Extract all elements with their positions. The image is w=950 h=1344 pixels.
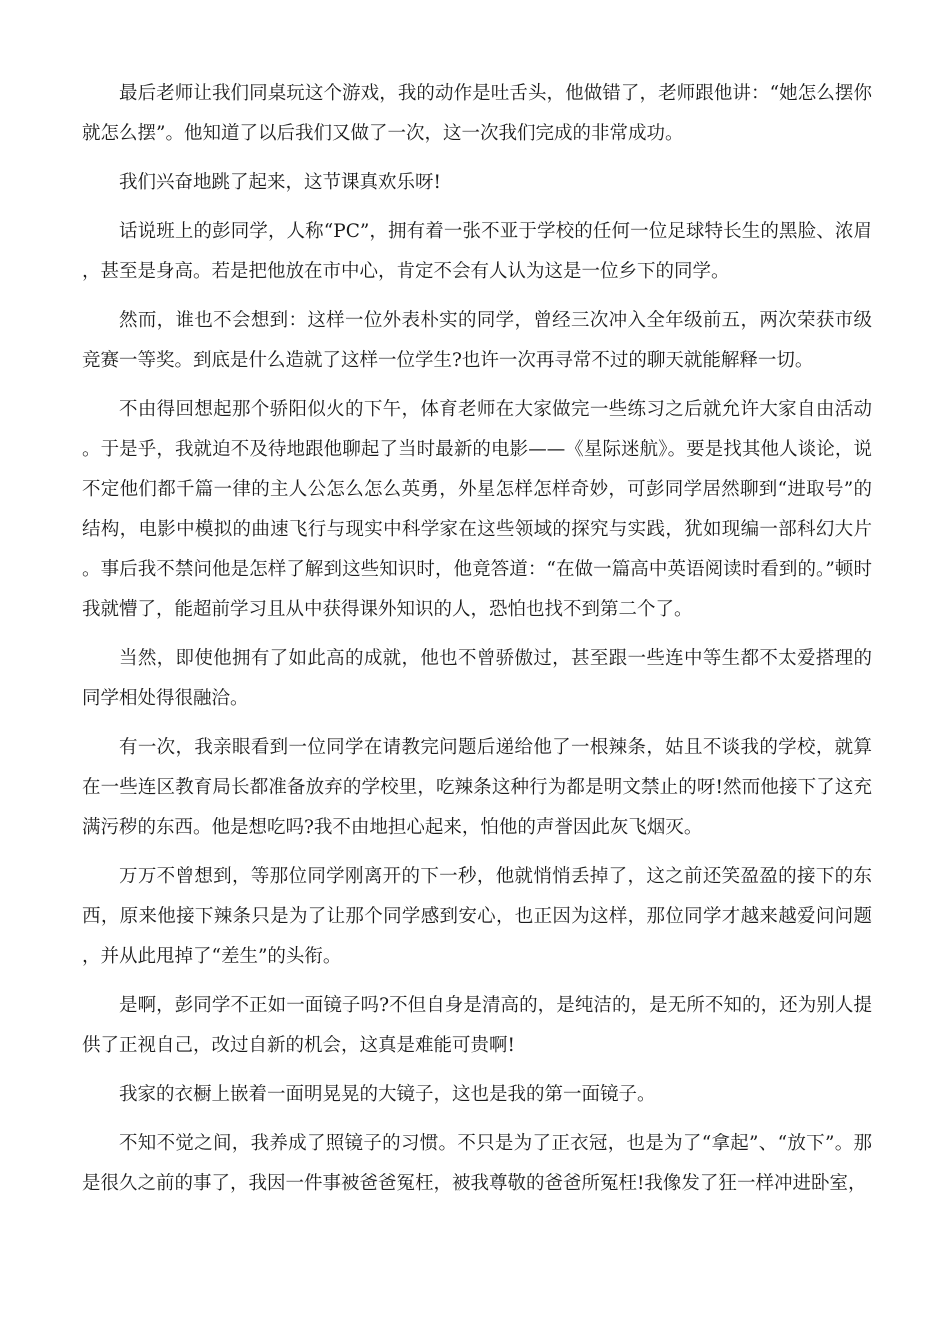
paragraph-spicy-strip: 有一次，我亲眼看到一位同学在请教完问题后递给他了一根辣条，姑且不谈我的学校，就算在一些连区教育局长都准备放弃的学校里，吃辣条这种行为都是明文禁止的呀!然而他接下了这充满污秽的东西。他是想吃吗?我不由地担心起来，怕他的声誉因此灰飞烟灭。 [82,737,872,838]
paragraph-mirror-habit: 不知不觉之间，我养成了照镜子的习惯。不只是为了正衣冠，也是为了“拿起”、“放下”。那是很久之前的事了，我因一件事被爸爸冤枉，被我尊敬的爸爸所冤枉!我像发了狂一样冲进卧室， [82,1133,872,1194]
paragraph-not-proud: 当然，即使他拥有了如此高的成就，他也不曾骄傲过，甚至跟一些连中等生都不太爱搭理的同学相处得很融洽。 [82,648,872,709]
paragraph-achievements: 然而，谁也不会想到：这样一位外表朴实的同学，曾经三次冲入全年级前五，两次荣获市级竞赛一等奖。到底是什么造就了这样一位学生?也许一次再寻常不过的聊天就能解释一切。 [82,310,872,371]
paragraph-peng-intro: 话说班上的彭同学，人称“PC”，拥有着一张不亚于学校的任何一位足球特长生的黑脸、浓眉，甚至是身高。若是把他放在市中心，肯定不会有人认为这是一位乡下的同学。 [82,221,872,282]
document-body [82,74,872,1213]
paragraph-game-ending: 最后老师让我们同桌玩这个游戏，我的动作是吐舌头，他做错了，老师跟他讲：“她怎么摆你就怎么摆”。他知道了以后我们又做了一次，这一次我们完成的非常成功。 [82,83,872,144]
paragraph-jumped-up: 我们兴奋地跳了起来，这节课真欢乐呀! [119,172,441,193]
paragraph-threw-away: 万万不曾想到，等那位同学刚离开的下一秒，他就悄悄丢掉了，这之前还笑盈盈的接下的东西，原来他接下辣条只是为了让那个同学感到安心，也正因为这样，那位同学才越来越爱问问题，并从此甩掉了“差生”的头衔。 [82,866,872,967]
paragraph-mirror-metaphor: 是啊，彭同学不正如一面镜子吗?不但自身是清高的，是纯洁的，是无所不知的，还为别人提供了正视自己，改过自新的机会，这真是难能可贵啊! [82,995,872,1056]
paragraph-first-mirror: 我家的衣橱上嵌着一面明晃晃的大镜子，这也是我的第一面镜子。 [119,1084,656,1105]
paragraph-star-trek-chat: 不由得回想起那个骄阳似火的下午，体育老师在大家做完一些练习之后就允许大家自由活动。于是乎，我就迫不及待地跟他聊起了当时最新的电影——《星际迷航》。要是找其他人谈论，说不定他们都千篇一律的主人公怎么怎么英勇，外星怎样怎样奇妙，可彭同学居然聊到“进取号”的结构，电影中模拟的曲速飞行与现实中科学家在这些领域的探究与实践，犹如现编一部科幻大片。事后我不禁问他是怎样了解到这些知识时，他竟答道：“在做一篇高中英语阅读时看到的。”顿时我就懵了，能超前学习且从中获得课外知识的人，恐怕也找不到第二个了。 [82,399,872,620]
